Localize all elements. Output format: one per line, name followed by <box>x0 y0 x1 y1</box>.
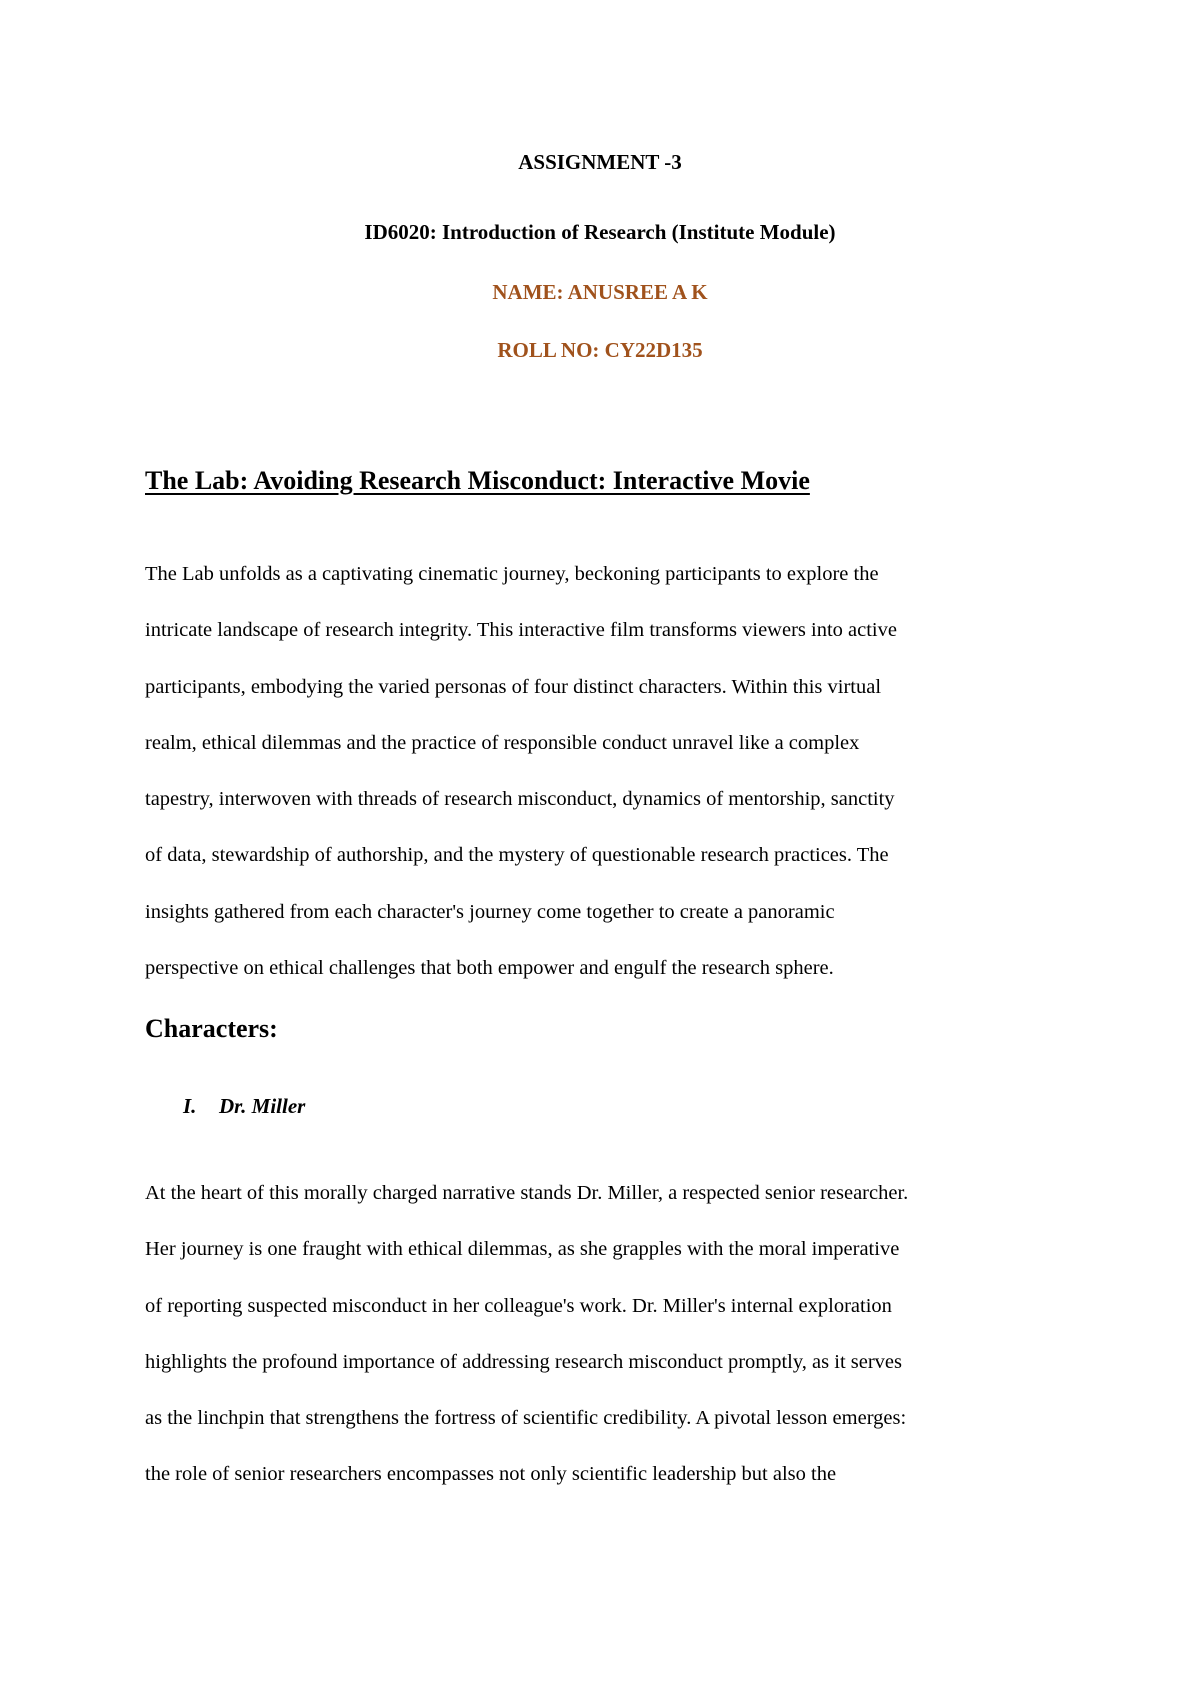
paragraph-line: the role of senior researchers encompasses not only scientific leadership but also the <box>145 1463 837 1486</box>
page-title: The Lab: Avoiding Research Misconduct: Interactive Movie <box>145 466 810 495</box>
paragraph-line: realm, ethical dilemmas and the practice of responsible conduct unravel like a complex <box>145 731 860 754</box>
paragraph-line: of data, stewardship of authorship, and the mystery of questionable research practices. The <box>145 844 889 867</box>
intro-paragraph <box>145 546 1065 996</box>
paragraph-line: tapestry, interwoven with threads of research misconduct, dynamics of mentorship, sanctity <box>145 788 895 811</box>
roll-number: ROLL NO: CY22D135 <box>497 338 703 362</box>
paragraph-line: intricate landscape of research integrity. This interactive film transforms viewers into active <box>145 619 897 642</box>
character-heading-miller <box>183 1092 305 1120</box>
paragraph-line: highlights the profound importance of addressing research misconduct promptly, as it serves <box>145 1350 902 1373</box>
characters-heading: Characters: <box>145 1014 278 1043</box>
paragraph-line: of reporting suspected misconduct in her colleague's work. Dr. Miller's internal exploration <box>145 1294 892 1317</box>
paragraph-line: Her journey is one fraught with ethical dilemmas, as she grapples with the moral imperative <box>145 1238 900 1261</box>
paragraph-line: insights gathered from each character's journey come together to create a panoramic <box>145 900 835 923</box>
paragraph-line: participants, embodying the varied personas of four distinct characters. Within this virtual <box>145 675 882 698</box>
paragraph-line: perspective on ethical challenges that both empower and engulf the research sphere. <box>145 957 834 980</box>
miller-paragraph <box>145 1165 1065 1503</box>
assignment-label: ASSIGNMENT -3 <box>518 150 682 174</box>
character-name: Dr. Miller <box>219 1094 306 1118</box>
paragraph-line: At the heart of this morally charged narrative stands Dr. Miller, a respected senior researcher. <box>145 1182 909 1204</box>
student-name: NAME: ANUSREE A K <box>492 280 708 304</box>
course-title: ID6020: Introduction of Research (Institute Module) <box>364 220 836 244</box>
paragraph-line: The Lab unfolds as a captivating cinematic journey, beckoning participants to explore the <box>145 563 879 585</box>
list-number: I. <box>183 1094 197 1118</box>
paragraph-line: as the linchpin that strengthens the fortress of scientific credibility. A pivotal lesson emerges: <box>145 1407 907 1430</box>
